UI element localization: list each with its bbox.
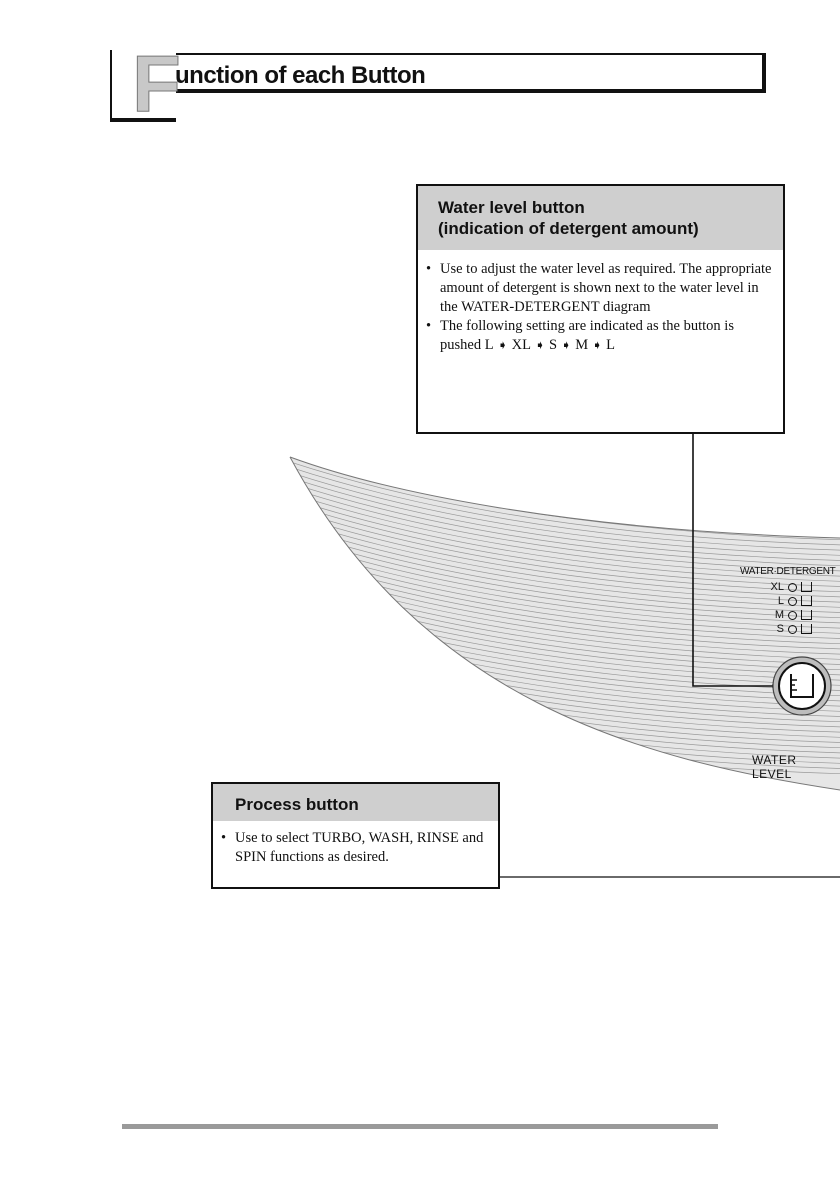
water-detergent-title: WATER·DETERGENT xyxy=(740,566,836,577)
cup-icon xyxy=(801,624,812,634)
process-bullets xyxy=(213,821,498,867)
header-initial-letter: F xyxy=(132,39,181,128)
level-indicator-icon xyxy=(788,583,797,592)
level-indicator-icon xyxy=(788,625,797,634)
right-arrow-icon: ➧ xyxy=(592,338,603,352)
sequence-step: L xyxy=(606,337,616,353)
right-arrow-icon: ➧ xyxy=(497,338,508,352)
footer-rule xyxy=(122,1124,718,1129)
page-title: unction of each Button xyxy=(175,62,426,89)
sequence-step: XL xyxy=(511,337,531,353)
process-callout-heading: Process button xyxy=(213,784,498,821)
level-indicator-icon xyxy=(788,611,797,620)
cup-icon xyxy=(801,596,812,606)
sequence-step: M xyxy=(575,337,589,353)
water-level-bullet-1: • Use to adjust the water level as required. The appropriate amount of detergent is shown next to the water level in the WATER-DETERGENT diagram xyxy=(418,260,775,317)
level-row-s: S xyxy=(766,622,812,636)
right-arrow-icon: ➧ xyxy=(534,338,546,352)
water-level-bullet-2: • The following setting are indicated as the button is pushed L ➧ XL ➧ S ➧ M ➧ L xyxy=(418,317,775,355)
cup-icon xyxy=(801,610,812,620)
water-detergent-levels xyxy=(766,580,812,636)
water-level-button[interactable] xyxy=(773,657,831,715)
level-row-xl: XL xyxy=(766,580,812,594)
water-level-callout xyxy=(416,184,785,434)
level-row-m: M xyxy=(766,608,812,622)
sequence-step: S xyxy=(549,337,558,353)
panel-surface xyxy=(270,450,840,795)
process-bullet-1: • Use to select TURBO, WASH, RINSE and SPIN functions as desired. xyxy=(213,829,492,867)
water-level-callout-heading: Water level button (indication of detergent amount) xyxy=(418,186,783,250)
water-level-label: WATER LEVEL xyxy=(752,753,797,781)
water-level-bullets xyxy=(418,250,783,355)
right-arrow-icon: ➧ xyxy=(561,338,572,352)
sequence-step: L xyxy=(484,337,494,353)
process-callout xyxy=(211,782,500,889)
level-row-l: L xyxy=(766,594,812,608)
cup-icon xyxy=(801,582,812,592)
level-indicator-icon xyxy=(788,597,797,606)
